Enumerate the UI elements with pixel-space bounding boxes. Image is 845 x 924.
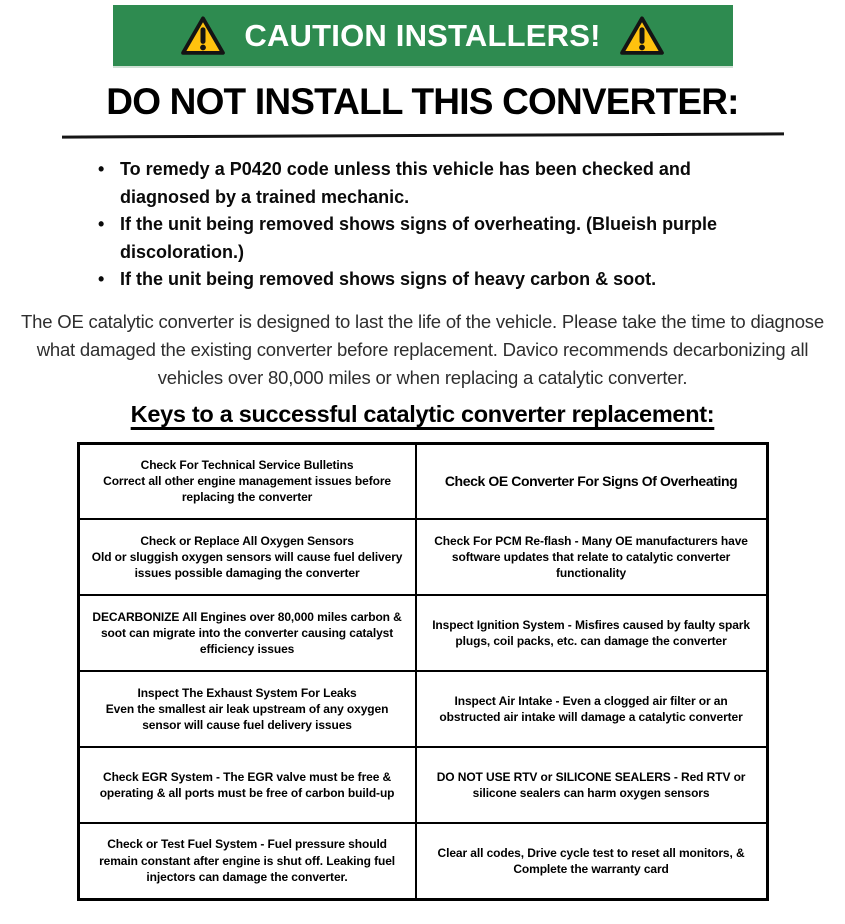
cell-line: Check For PCM Re-flash - Many OE manufacturers have software updates that relate to catalytic converter functionality (434, 533, 748, 581)
table-cell-right (416, 595, 767, 671)
table-row (78, 823, 767, 899)
table-cell-right (416, 823, 767, 899)
warning-list-item: • If the unit being removed shows signs of overheating. (Blueish purple discoloration.) (96, 211, 751, 266)
table-row (78, 595, 767, 671)
table-row (78, 747, 767, 823)
cell-line: Inspect The Exhaust System For Leaks (137, 685, 357, 700)
warning-list-item: • To remedy a P0420 code unless this vehicle has been checked and diagnosed by a trained mechanic. (96, 156, 751, 211)
table-cell-left (78, 519, 416, 595)
table-row (78, 443, 767, 519)
cell-line: Inspect Air Intake - Even a clogged air filter or an obstructed air intake will damage a catalytic converter (439, 693, 743, 724)
warning-list (96, 156, 751, 294)
table-cell-right (416, 671, 767, 747)
warning-triangle-icon (619, 15, 665, 57)
table-cell-left (78, 595, 416, 671)
divider-line (61, 132, 783, 138)
table-cell-left (78, 671, 416, 747)
caution-banner (113, 5, 733, 66)
cell-line: Check OE Converter For Signs Of Overheating (444, 472, 738, 489)
cell-line: Even the smallest air leak upstream of any oxygen sensor will cause fuel delivery issues (105, 701, 389, 733)
warning-triangle-icon (180, 15, 226, 57)
table-cell-right (416, 519, 767, 595)
cell-line: Inspect Ignition System - Misfires caused by faulty spark plugs, coil packs, etc. can damage the converter (432, 617, 750, 648)
cell-line: Correct all other engine management issues before replacing the converter (103, 474, 391, 505)
cell-line: Old or sluggish oxygen sensors will cause fuel delivery issues possible damaging the converter (91, 549, 403, 581)
table-cell-left (78, 443, 416, 519)
intro-paragraph: The OE catalytic converter is designed to last the life of the vehicle. Please take the time to diagnose what damaged the existing converter before replacement. Davico recommends decarbonizing all vehicles over 80,000 miles or when replacing a catalytic converter. (21, 310, 824, 388)
table-cell-right (416, 747, 767, 823)
keys-table (77, 442, 769, 901)
cell-line: Check For Technical Service Bulletins (140, 457, 354, 472)
keys-table-body (78, 443, 767, 899)
cell-line: DO NOT USE RTV or SILICONE SEALERS - Red RTV or silicone sealers can harm oxygen sensors (436, 769, 746, 800)
table-cell-left (78, 747, 416, 823)
table-cell-left (78, 823, 416, 899)
cell-line: Check or Test Fuel System - Fuel pressure should remain constant after engine is shut off. Leaking fuel injectors can damage the converter. (99, 837, 396, 884)
cell-line: Check or Replace All Oxygen Sensors (140, 533, 354, 548)
table-cell-right (416, 443, 767, 519)
keys-heading: Keys to a successful catalytic converter replacement: (130, 400, 715, 427)
table-row (78, 519, 767, 595)
banner-label: CAUTION INSTALLERS! (244, 17, 601, 53)
cell-line: DECARBONIZE All Engines over 80,000 miles carbon & soot can migrate into the converter causing catalyst efficiency issues (92, 609, 402, 657)
headline: DO NOT INSTALL THIS CONVERTER: (106, 81, 739, 122)
cell-line: Clear all codes, Drive cycle test to reset all monitors, & Complete the warranty card (437, 845, 745, 876)
cell-line: Check EGR System - The EGR valve must be free & operating & all ports must be free of carbon build-up (99, 769, 395, 800)
table-row (78, 671, 767, 747)
caution-flyer (0, 5, 845, 924)
warning-list-item: • If the unit being removed shows signs of heavy carbon & soot. (96, 266, 751, 294)
